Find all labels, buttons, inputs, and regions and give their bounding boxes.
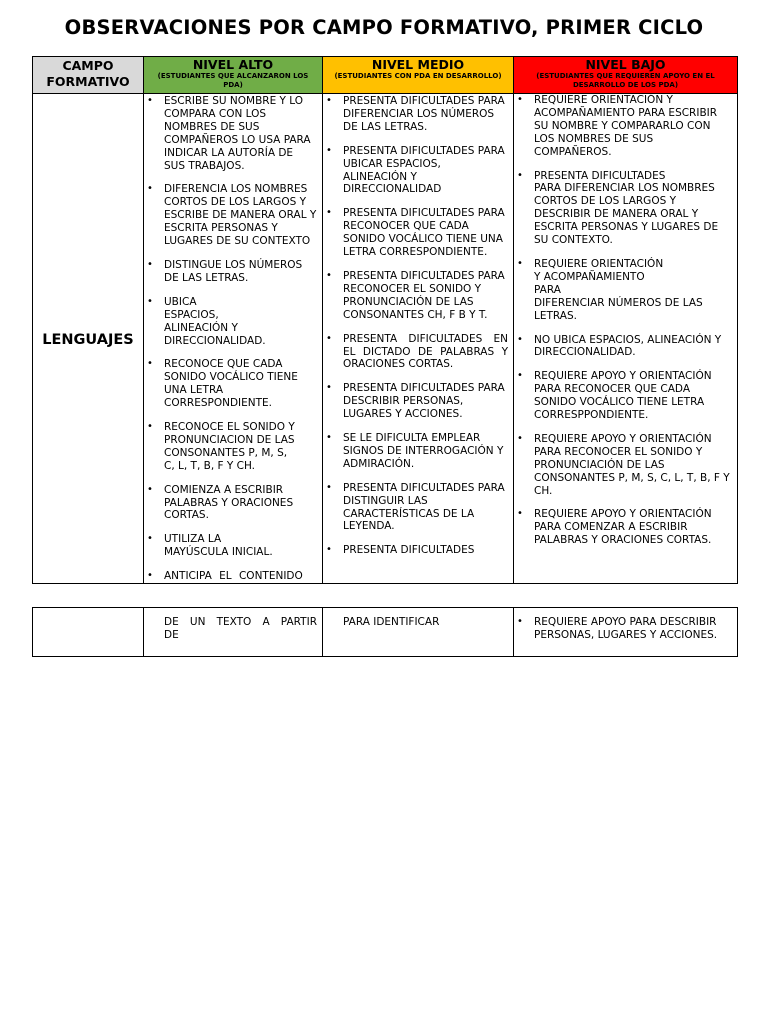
alto-item: • UTILIZA LA MAYÚSCULA INICIAL. xyxy=(144,533,317,559)
campo-cell xyxy=(33,94,144,584)
bajo-item: • NO UBICA ESPACIOS, ALINEACIÓN Y DIRECCIONALIDAD. xyxy=(514,334,732,360)
alto-item: • RECONOCE QUE CADA SONIDO VOCÁLICO TIENE UNA LETRA CORRESPONDIENTE. xyxy=(144,358,317,410)
header-campo-formativo xyxy=(33,57,144,94)
continuation-alto-text: DE UN TEXTO A PARTIR DE xyxy=(164,616,317,641)
nivel-medio-list xyxy=(323,94,513,557)
alto-item: • ANTICIPA EL CONTENIDO xyxy=(144,570,317,583)
medio-item: • PRESENTA DIFICULTADES PARA DESCRIBIR PERSONAS, LUGARES Y ACCIONES. xyxy=(323,382,508,421)
header-bajo-label: NIVEL BAJO xyxy=(585,57,666,72)
header-campo-label: CAMPO FORMATIVO xyxy=(46,58,130,89)
header-row xyxy=(33,57,738,94)
medio-item: • PRESENTA DIFICULTADES PARA DIFERENCIAR LOS NÚMEROS DE LAS LETRAS. xyxy=(323,95,508,134)
continuation-table xyxy=(32,607,738,657)
bajo-item: • REQUIERE APOYO Y ORIENTACIÓN PARA RECONOCER QUE CADA SONIDO VOCÁLICO TIENE LETRA CORRESPPONDIENTE. xyxy=(514,370,732,422)
nivel-medio-cell xyxy=(323,94,514,584)
continuation-bajo-cell xyxy=(514,608,738,657)
bajo-item: • REQUIERE ORIENTACIÓN Y ACOMPAÑAMIENTO PARA ESCRIBIR SU NOMBRE Y COMPARARLO CON LOS NOMBRES DE SUS COMPAÑEROS. xyxy=(514,94,732,159)
nivel-bajo-cell xyxy=(514,94,738,584)
nivel-alto-cell xyxy=(144,94,323,584)
continuation-bajo-list xyxy=(514,608,737,642)
continuation-row xyxy=(33,608,738,657)
header-nivel-alto xyxy=(144,57,323,94)
alto-item: • DIFERENCIA LOS NOMBRES CORTOS DE LOS LARGOS Y ESCRIBE DE MANERA ORAL Y ESCRITA PERSONAS Y LUGARES DE SU CONTEXTO xyxy=(144,183,317,248)
bajo-item: • PRESENTA DIFICULTADES PARA DIFERENCIAR LOS NOMBRES CORTOS DE LOS LARGOS Y DESCRIBIR DE MANERA ORAL Y ESCRITA PERSONAS Y LUGARES DE SU CONTEXTO. xyxy=(514,170,732,247)
page-title: OBSERVACIONES POR CAMPO FORMATIVO, PRIMER CICLO xyxy=(64,16,704,39)
medio-item: • PRESENTA DIFICULTADES PARA RECONOCER QUE CADA SONIDO VOCÁLICO TIENE UNA LETRA CORRESPONDIENTE. xyxy=(323,207,508,259)
alto-item: • ESCRIBE SU NOMBRE Y LO COMPARA CON LOS NOMBRES DE SUS COMPAÑEROS LO USA PARA INDICAR LA AUTORÍA DE SUS TRABAJOS. xyxy=(144,95,317,172)
medio-item: • PRESENTA DIFICULTADES PARA UBICAR ESPACIOS, ALINEACIÓN Y DIRECCIONALIDAD xyxy=(323,145,508,197)
medio-item: • SE LE DIFICULTA EMPLEAR SIGNOS DE INTERROGACIÓN Y ADMIRACIÓN. xyxy=(323,432,508,471)
alto-item: • COMIENZA A ESCRIBIR PALABRAS Y ORACIONES CORTAS. xyxy=(144,484,317,523)
nivel-alto-list xyxy=(144,94,322,583)
nivel-bajo-list xyxy=(514,94,737,547)
bajo-item: • REQUIERE APOYO Y ORIENTACIÓN PARA RECONOCER EL SONIDO Y PRONUNCIACIÓN DE LAS CONSONANTES P, M, S, C, L, T, B, F Y CH. xyxy=(514,433,732,498)
continuation-medio-text: PARA IDENTIFICAR xyxy=(343,616,440,628)
header-medio-label: NIVEL MEDIO xyxy=(371,57,465,72)
lenguajes-row xyxy=(33,94,738,584)
alto-item: • UBICA ESPACIOS, ALINEACIÓN Y DIRECCIONALIDAD. xyxy=(144,296,317,348)
alto-item: • RECONOCE EL SONIDO Y PRONUNCIACION DE LAS CONSONANTES P, M, S, C, L, T, B, F Y CH. xyxy=(144,421,317,473)
header-bajo-sub: (ESTUDIANTES QUE REQUIEREN APOYO EN EL DESARROLLO DE LOS PDA) xyxy=(536,72,715,89)
continuation-bajo-item: • REQUIERE APOYO PARA DESCRIBIR PERSONAS, LUGARES Y ACCIONES. xyxy=(514,616,732,642)
continuation-campo-cell xyxy=(33,608,144,657)
bajo-item: • REQUIERE ORIENTACIÓN Y ACOMPAÑAMIENTO PARA DIFERENCIAR NÚMEROS DE LAS LETRAS. xyxy=(514,258,732,323)
medio-item: • PRESENTA DIFICULTADES xyxy=(323,544,508,557)
alto-item: • DISTINGUE LOS NÚMEROS DE LAS LETRAS. xyxy=(144,259,317,285)
observations-table xyxy=(32,56,738,584)
header-alto-label: NIVEL ALTO xyxy=(192,57,274,72)
medio-item: • PRESENTA DIFICULTADES PARA RECONOCER EL SONIDO Y PRONUNCIACIÓN DE LAS CONSONANTES CH, F B Y T. xyxy=(323,270,508,322)
continuation-alto-cell xyxy=(144,608,323,657)
campo-name: LENGUAJES xyxy=(42,332,134,349)
medio-item: • PRESENTA DIFICULTADES PARA DISTINGUIR LAS CARACTERÍSTICAS DE LA LEYENDA. xyxy=(323,482,508,534)
header-nivel-medio xyxy=(323,57,514,94)
header-alto-sub: (ESTUDIANTES QUE ALCANZARON LOS PDA) xyxy=(157,72,309,89)
header-nivel-bajo xyxy=(514,57,738,94)
medio-item: • PRESENTA DIFICULTADES EN EL DICTADO DE PALABRAS Y ORACIONES CORTAS. xyxy=(323,333,508,372)
header-medio-sub: (ESTUDIANTES CON PDA EN DESARROLLO) xyxy=(334,72,502,80)
bajo-item: • REQUIERE APOYO Y ORIENTACIÓN PARA COMENZAR A ESCRIBIR PALABRAS Y ORACIONES CORTAS. xyxy=(514,508,732,547)
continuation-medio-cell xyxy=(323,608,514,657)
